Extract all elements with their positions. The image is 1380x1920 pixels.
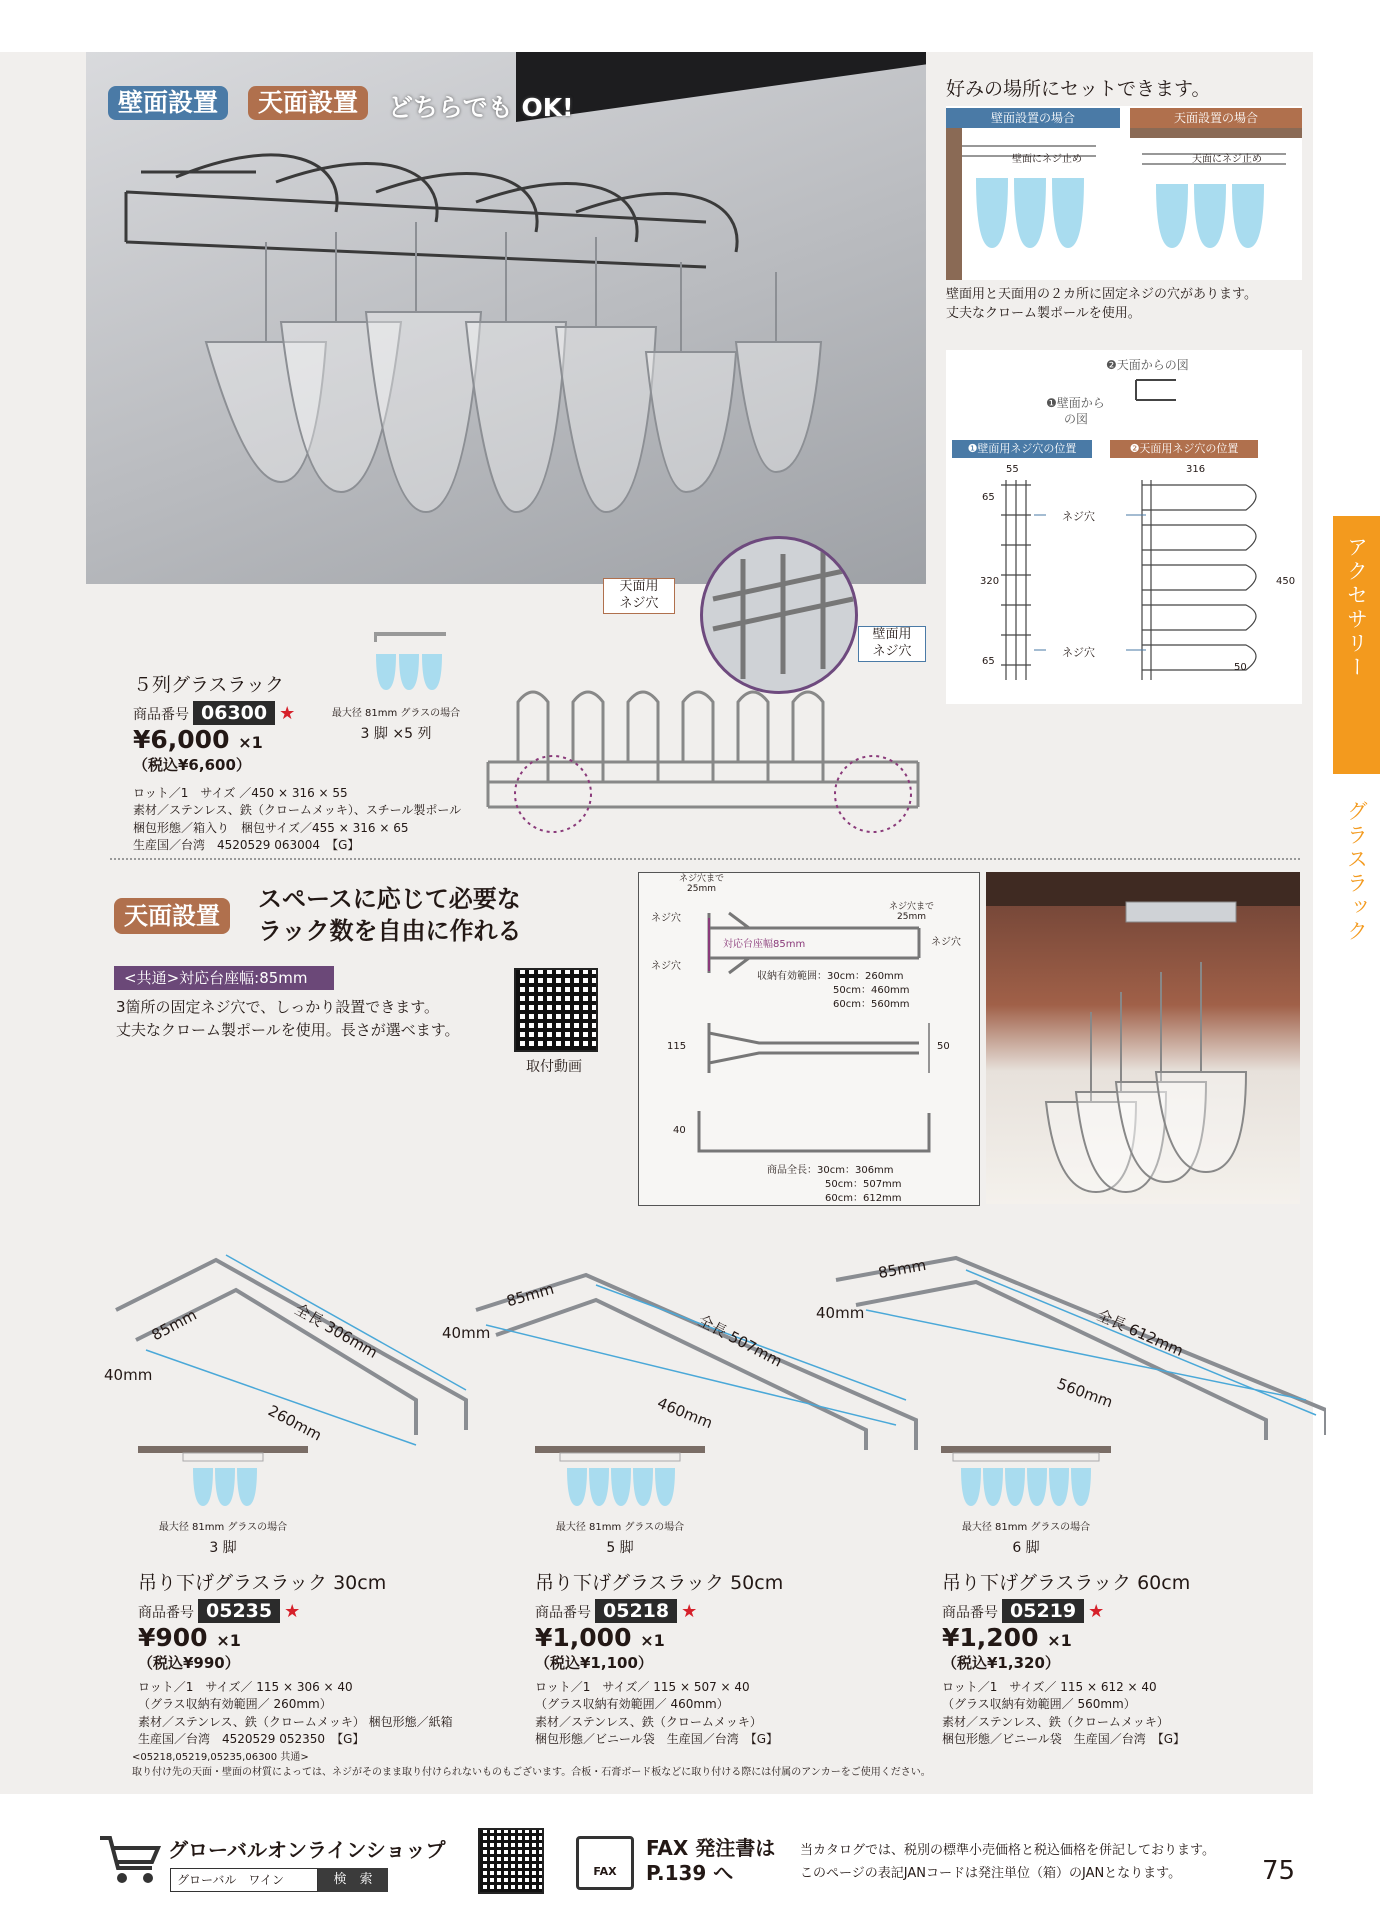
capacity-note: 最大径 81mm グラスの場合 (555, 1522, 685, 1533)
product-code-label: 商品番号 (133, 707, 189, 723)
spec-line: 梱包形態／箱入り 梱包サイズ／455 × 316 × 65 (133, 820, 409, 835)
product-code: 05235 (198, 1599, 280, 1623)
glass-rack-photo-illustration (86, 52, 926, 584)
hero-photo (86, 52, 926, 584)
fax-line2: P.139 へ (646, 1861, 734, 1885)
product-code-label: 商品番号 (942, 1605, 998, 1621)
screw-hole-label-top: ネジ穴 (1062, 510, 1095, 523)
common-note-line1: <05218,05219,05235,06300 共通> (132, 1752, 309, 1763)
product-code: 05219 (1002, 1599, 1084, 1623)
product-05219 (942, 1568, 1302, 1749)
install-diagram-card (946, 106, 1302, 280)
product-name: 吊り下げグラスラック 50cm (535, 1572, 784, 1594)
cart-icon (96, 1832, 162, 1886)
hanger-diagram-box (638, 872, 980, 1206)
capacity-note: 最大径 81mm グラスの場合 (961, 1522, 1091, 1533)
product-code-label: 商品番号 (535, 1605, 591, 1621)
r50-total: 全長 507mm (694, 1311, 786, 1371)
r60-width: 85mm (876, 1255, 928, 1283)
fax-icon: FAX (576, 1836, 634, 1890)
tag-wall-install: 壁面設置 (108, 86, 228, 120)
product-unit: ×1 (238, 733, 263, 752)
base-width-label: 対応台座幅85mm (723, 939, 806, 950)
fax-line1: FAX 発注書は (646, 1836, 776, 1860)
total-title: 商品全長：30cm：306mm (767, 1165, 894, 1176)
capacity-icon-50 (535, 1446, 705, 1557)
spec-line: 梱包形態／ビニール袋 生産国／台湾 【G】 (942, 1732, 1186, 1747)
glass-capacity-icon (346, 628, 446, 700)
screw-hole-left-bottom: ネジ穴 (651, 961, 681, 972)
product-price: ¥900 (138, 1623, 208, 1652)
dim-65-top: 65 (982, 492, 995, 503)
tag-ceiling-install: 天面設置 (248, 86, 368, 120)
install-note-line2: 丈夫なクローム製ポールを使用。 (946, 305, 1141, 321)
spec-line: 素材／ステンレス、鉄（クロームメッキ） (535, 1714, 762, 1729)
qr-code-video[interactable] (514, 968, 598, 1052)
common-note (132, 1750, 1302, 1780)
spec-line: （グラス収納有効範囲／ 560mm） (942, 1697, 1136, 1712)
dimension-drawing (946, 350, 1302, 704)
product-unit: ×1 (640, 1631, 665, 1650)
wall-screw-label: 壁面にネジ止め (1012, 154, 1082, 165)
hanger-drawing (639, 873, 979, 1205)
dim-65-bottom: 65 (982, 656, 995, 667)
shop-title: グローバルオンラインショップ (168, 1838, 446, 1862)
footer-qr-code[interactable] (478, 1828, 544, 1894)
product-name: 吊り下げグラスラック 30cm (138, 1572, 387, 1594)
spec-line: 素材／ステンレス、鉄（クロームメッキ） (942, 1714, 1169, 1729)
headline-line2: ラック数を自由に作れる (258, 916, 522, 945)
side-tab-glass-rack[interactable]: グラスラック (1344, 800, 1369, 944)
spec-line: （グラス収納有効範囲／ 460mm） (535, 1697, 729, 1712)
zoom-callout (700, 536, 858, 694)
r30-width: 85mm (148, 1305, 200, 1345)
capacity-value: 5 脚 (606, 1540, 634, 1556)
view-ceiling-label: ❷天面からの図 (1106, 358, 1189, 372)
screw-hole-right: ネジ穴 (931, 937, 961, 948)
star-mark: ★ (279, 703, 296, 724)
product-unit: ×1 (1047, 1631, 1072, 1650)
side-tab-accessory[interactable]: アクセサリー (1333, 516, 1380, 774)
product-price: ¥1,200 (942, 1623, 1039, 1652)
r60-total: 全長 612mm (1094, 1305, 1187, 1361)
footer-note2: このページの表記JANコードは発注単位（箱）のJANとなります。 (800, 1865, 1182, 1881)
desc-line1: 3箇所の固定ネジ穴で、しっかり設置できます。 (116, 998, 440, 1016)
product-code: 05218 (595, 1599, 677, 1623)
common-note-line2: 取り付け先の天面・壁面の材質によっては、ネジがそのまま取り付けられないものもございます。合板・石膏ボード板などに取り付ける際には付属のアンカーをご使用ください。 (132, 1767, 931, 1778)
product-05218 (535, 1568, 895, 1749)
install-note (946, 286, 1257, 324)
screw-25-left: ネジ穴まで 25mm (679, 874, 725, 894)
wall-holes-header: ❶壁面用ネジ穴の位置 (952, 440, 1092, 458)
r30-inner: 260mm (265, 1401, 325, 1445)
spec-line: （グラス収納有効範囲／ 260mm） (138, 1697, 332, 1712)
range-60: 60cm：560mm (833, 999, 910, 1010)
capacity-icon-60 (941, 1446, 1111, 1557)
screw-hole-left-top: ネジ穴 (651, 913, 681, 924)
product-name: 吊り下げグラスラック 60cm (942, 1572, 1191, 1594)
callout-ceiling-hole: 天面用 ネジ穴 (603, 578, 675, 614)
product-05235 (138, 1568, 498, 1749)
dim-450: 450 (1276, 576, 1296, 587)
ceiling-screw-label: 天面にネジ止め (1192, 154, 1262, 165)
footer-notes (800, 1840, 1215, 1886)
wall-install-header: 壁面設置の場合 (946, 108, 1120, 128)
headline-line1: スペースに応じて必要な (258, 885, 521, 913)
range-50: 50cm：460mm (833, 985, 910, 996)
spec-line: 梱包形態／ビニール袋 生産国／台湾 【G】 (535, 1732, 779, 1747)
r30-total: 全長 306mm (291, 1299, 381, 1362)
screw-hole-label-bottom: ネジ穴 (1062, 646, 1095, 659)
product-code-label: 商品番号 (138, 1605, 194, 1621)
section2-desc (116, 996, 460, 1041)
dim-50-hanger: 50 (937, 1041, 950, 1052)
capacity-note: 最大径 81mm グラスの場合 (331, 708, 461, 719)
section-divider (110, 858, 1300, 860)
spec-line: 生産国／台湾 4520529 052350 【G】 (138, 1732, 365, 1747)
capacity-06300 (326, 628, 466, 743)
spec-line: ロット／1 サイズ ／450 × 316 × 55 (133, 786, 348, 800)
ceiling-holes-header: ❷天面用ネジ穴の位置 (1110, 440, 1258, 458)
star-mark: ★ (284, 1601, 301, 1622)
dim-55: 55 (1006, 464, 1019, 475)
view-wall-label-2: の図 (1064, 412, 1089, 426)
capacity-value: 3 脚 (209, 1540, 237, 1556)
product-price: ¥1,000 (535, 1623, 632, 1652)
capacity-icon-30 (138, 1446, 308, 1557)
r50-width: 85mm (504, 1279, 556, 1311)
ceiling-install-header: 天面設置の場合 (1130, 108, 1302, 128)
product-name: ５列グラスラック (133, 674, 285, 696)
tag-suffix: どちらでも OK! (388, 93, 574, 122)
five-row-rack-drawing (478, 682, 930, 842)
fax-text (646, 1836, 775, 1886)
spec-line: 素材／ステンレス、鉄（クロームメッキ） 梱包形態／紙箱 (138, 1714, 453, 1729)
spec-line: 生産国／台湾 4520529 063004 【G】 (133, 838, 360, 853)
common-band: <共通>対応台座幅:85mm (114, 966, 334, 990)
product-tax-price: （税込¥6,600） (133, 756, 251, 774)
dim-320: 320 (980, 576, 1000, 587)
range-title: 収納有効範囲：30cm：260mm (757, 971, 904, 982)
spec-line: 素材／ステンレス、鉄（クロームメッキ）、スチール製ポール (133, 803, 462, 818)
r30-height: 40mm (104, 1366, 153, 1384)
total-50: 50cm：507mm (825, 1179, 902, 1190)
dim-316: 316 (1186, 464, 1206, 475)
r50-height: 40mm (442, 1324, 491, 1342)
page-number: 75 (1262, 1856, 1296, 1886)
install-note-line1: 壁面用と天面用の２カ所に固定ネジの穴があります。 (946, 287, 1257, 302)
r60-height: 40mm (816, 1304, 865, 1322)
shop-search-button[interactable]: 検 索 (318, 1868, 388, 1892)
capacity-note: 最大径 81mm グラスの場合 (158, 1522, 288, 1533)
product-price: ¥6,000 (133, 725, 230, 754)
install-schematic (946, 106, 1302, 280)
capacity-value: 6 脚 (1012, 1540, 1040, 1556)
shop-search-input[interactable]: グローバル ワイン (170, 1868, 318, 1892)
callout-wall-hole: 壁面用 ネジ穴 (858, 626, 926, 662)
product-tax-price: （税込¥1,100） (535, 1654, 653, 1672)
capacity-value: 3 脚 ×5 列 (360, 726, 432, 742)
product-tax-price: （税込¥1,320） (942, 1654, 1060, 1672)
star-mark: ★ (1088, 1601, 1105, 1622)
dim-115: 115 (667, 1041, 687, 1052)
section2-headline (258, 884, 522, 947)
qr-label: 取付動画 (526, 1059, 582, 1075)
screw-25-right: ネジ穴まで 25mm (889, 902, 935, 922)
total-60: 60cm：612mm (825, 1193, 902, 1204)
install-title: 好みの場所にセットできます。 (946, 78, 1211, 100)
spec-line: ロット／1 サイズ／ 115 × 507 × 40 (535, 1680, 750, 1694)
r50-inner: 460mm (654, 1393, 716, 1433)
spec-line: ロット／1 サイズ／ 115 × 306 × 40 (138, 1680, 353, 1694)
desc-line2: 丈夫なクローム製ポールを使用。長さが選べます。 (116, 1020, 460, 1039)
dim-50: 50 (1234, 662, 1247, 673)
dim-40: 40 (673, 1125, 686, 1136)
section2-tag: 天面設置 (114, 898, 230, 934)
star-mark: ★ (681, 1601, 698, 1622)
spec-line: ロット／1 サイズ／ 115 × 612 × 40 (942, 1680, 1157, 1694)
hanging-glass-photo (986, 872, 1300, 1204)
dimension-diagram-card (946, 350, 1302, 704)
product-unit: ×1 (216, 1631, 241, 1650)
footer-note1: 当カタログでは、税別の標準小売価格と税込価格を併記しております。 (800, 1843, 1215, 1858)
r60-inner: 560mm (1054, 1374, 1116, 1412)
view-wall-label-1: ❶壁面から (1046, 396, 1105, 410)
product-tax-price: （税込¥990） (138, 1654, 240, 1672)
product-code: 06300 (193, 701, 275, 725)
